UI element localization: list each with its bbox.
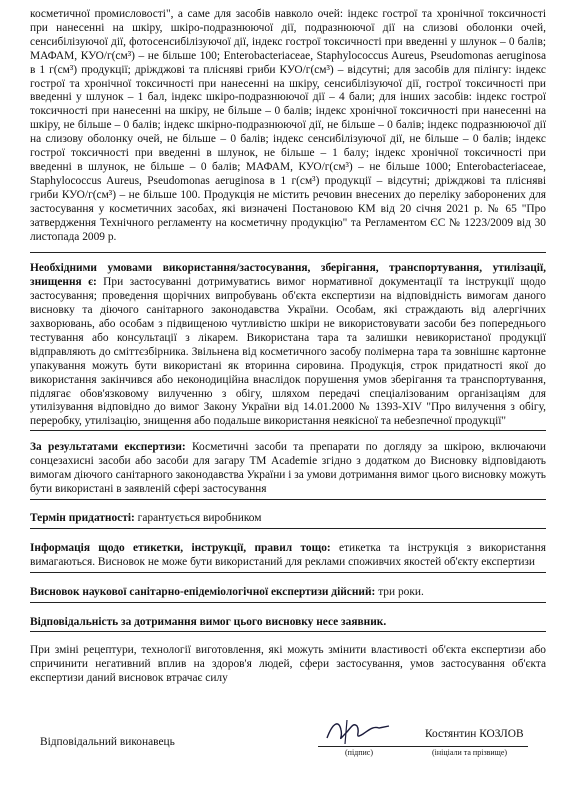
shelf-life-heading: Термін придатності: bbox=[30, 511, 135, 524]
loss-of-force-section bbox=[30, 644, 546, 686]
validity-text: три роки. bbox=[375, 585, 424, 598]
validity-section bbox=[30, 586, 546, 600]
label-info-section bbox=[30, 542, 546, 570]
requirements-text: косметичної промисловості", а саме для засобів навколо очей: індекс гострої та хронічної токсичності при нанесенні на шкіру, шкіро-подразнюючої дії, подразнюючої дії на слизові оболонки очей, сенсибілізуючої дії, фотосенсибілізуючої дії, індекс гострої токсичності при введенні у шлунок – 0 балів; МАФАМ, КУО/г(см³) – не більше 100; Enterobacteriaceae, Staphylococcus Aureus, Pseudomonas aeruginosa в 1 г(см³) продукції; дріжджові та плісняві гриби КУО/г(см³) – відсутні; для засобів для пілінгу: індекс гострої та хронічної токсичності при нанесенні на шкіру, сенсибілізуючої дії, гострої токсичності при введенні у шлунок – 1 бал, індекс шкіро-подразнюючої дії – 4 бали; для інших засобів: індекс гострої токсичності при нанесенні на шкіру, не більше – 0 балів; індекс хронічної токсичності при нанесенні на шкіру, не більше – 0 балів; індекс шкірно-подразнюючої дії, не більше – 0 балів; індекс подразнюючої дії на слизову оболонку очей, не більше – 0 балів; індекс сенсибілізуючої дії, не більше – 0 балів; індекс гострої токсичності при введенні в шлунок, не більше – 1 балу; індекс хронічної токсичності при введенні в шлунок, не більше – 0 балів; МАФАМ, КУО/г(см³) – не більше 1000; Enterobacteriaceae, Staphylococcus Aureus, Pseudomonas aeruginosa в 1 г(см³) продукції – відсутні; дріжджові та плісняві гриби КУО/г(см³) – не більше 100. Продукція не містить речовин внесених до переліку заборонених для застосування у косметичних засобах, які визначені Постановою КМ від 20 січня 2021 р. № 65 "Про затвердження Технічного регламенту на косметичну продукцію" та Регламентом ЄС № 1223/2009 від 30 листопада 2009 р. bbox=[30, 8, 546, 243]
signature-block bbox=[30, 722, 546, 782]
usage-conditions-text: При застосуванні дотримуватись вимог нормативної документації та інструкції щодо застосування; проведення щорічних випробувань об'єкта експертизи на відповідність вимогам даного висновку та діючого санітарного законодавства України. Особам, які страждають від алергічних захворювань, або особам з підвищеною чутливістю шкіри не використовувати засоби без попереднього тестування або консультації з лікарем. Використана тара та залишки невикористаної продукції відправляють до сміттєзбірника. Звільнена від косметичного засобу полімерна тара та зовнішнє картонне упакування можуть бути використані як вторинна сировина. Продукція, строк придатності якої до використання закінчився або неконодиційна внаслідок порушення умов зберігання та транспортування, підлягає обов'язковому вилученню з обігу, шляхом передачі спеціалізованим організаціям для утилізування відповідно до вимог Закону України від 14.01.2000 № 1393-XIV "Про вилучення з обігу, переробку, утилізацію, знищення або подальше використання неякісної та небезпечної продукції" bbox=[30, 276, 546, 428]
shelf-life-text: гарантується виробником bbox=[134, 511, 262, 524]
responsibility-heading: Відповідальність за дотримання вимог цього висновку несе заявник. bbox=[30, 615, 387, 628]
document-page bbox=[30, 0, 546, 686]
expertise-results-section bbox=[30, 441, 546, 497]
divider bbox=[30, 572, 546, 573]
label-info-heading: Інформація щодо етикетки, інструкції, правил тощо: bbox=[30, 541, 331, 554]
loss-of-force-text: При зміні рецептури, технології виготовлення, які можуть змінити властивості об'єкта експертизи або спричинити негативний вплив на здоров'я людей, сфери застосування, умов застосування об'єкта експертизи даний висновок втрачає силу bbox=[30, 644, 546, 685]
signature-caption: (підпис) bbox=[345, 748, 374, 757]
divider bbox=[30, 430, 546, 431]
validity-heading: Висновок наукової санітарно-епідеміологічної експертизи дійсний: bbox=[30, 585, 376, 598]
usage-conditions-heading: Необхідними умовами використання/застосування, зберігання, транспортування, утилізації, знищення є: bbox=[30, 262, 546, 289]
expertise-results-text: Косметичні засоби та препарати по догляду за шкірою, включаючи сонцезахисні засоби або засоби для загару ТМ Academie згідно з додатком до Висновку відповідають вимогам діючого санітарного законодавства України і за умови дотримання вимог цього висновку можуть бути використані в заявленій сфері застосування bbox=[30, 441, 546, 495]
requirements-section bbox=[30, 8, 546, 244]
divider bbox=[30, 252, 546, 253]
handwritten-signature bbox=[323, 716, 393, 748]
expertise-results-heading: За результатами експертизи: bbox=[30, 441, 186, 454]
signature-line bbox=[318, 746, 418, 747]
responsible-executor-label: Відповідальний виконавець bbox=[40, 736, 175, 748]
divider bbox=[30, 631, 546, 632]
divider bbox=[30, 528, 546, 529]
divider bbox=[30, 602, 546, 603]
executor-name: Костянтин КОЗЛОВ bbox=[425, 728, 524, 740]
usage-conditions-section bbox=[30, 262, 546, 429]
responsibility-section bbox=[30, 616, 546, 630]
name-caption: (ініціали та прізвище) bbox=[432, 748, 508, 757]
name-line bbox=[418, 746, 528, 747]
divider bbox=[30, 499, 546, 500]
shelf-life-section bbox=[30, 512, 546, 526]
label-info-text: етикетка та інструкція з використання вимагаються. Висновок не може бути використаний для реклами споживчих якостей об'єкту експертизи bbox=[30, 541, 546, 568]
